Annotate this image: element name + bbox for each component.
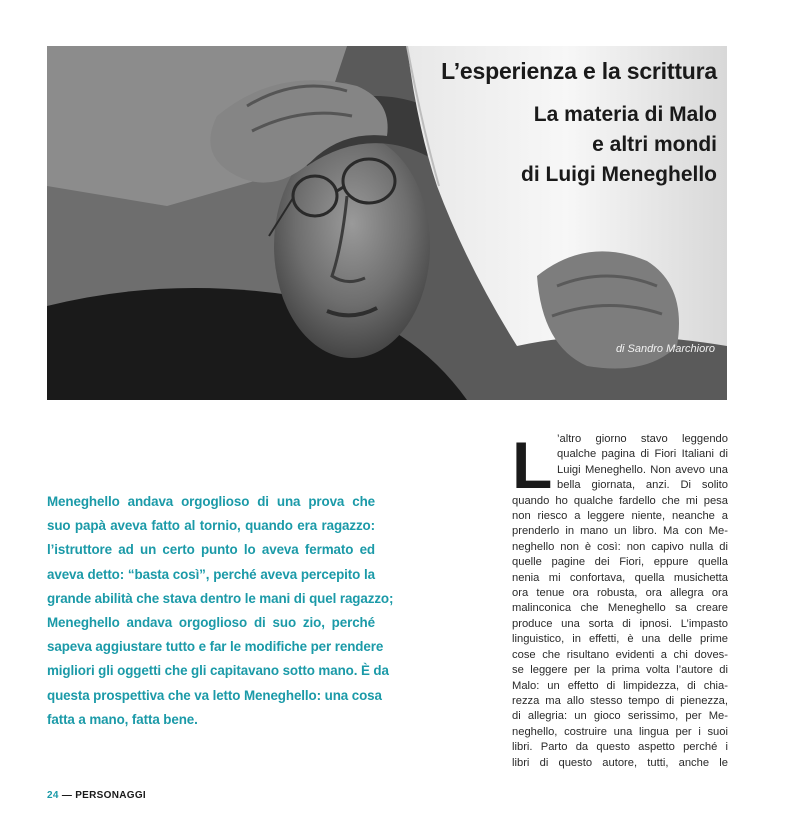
- drop-cap: L: [512, 428, 553, 502]
- hero-photo: [47, 46, 727, 400]
- subtitle-line: di Luigi Meneghello: [521, 163, 717, 186]
- author-byline: di Sandro Marchioro: [615, 343, 715, 355]
- body-line: ora tenue ora robusta, ora allegra ora: [512, 587, 728, 600]
- pull-quote-line: l’istruttore ad un certo punto lo aveva fermato ed: [47, 542, 375, 558]
- body-line: malinconica che Meneghello sa creare: [512, 602, 728, 615]
- article-body: [512, 428, 728, 771]
- body-line: rezza ma allo stesso tempo di pienezza,: [512, 694, 728, 707]
- body-line: libri di questo autore, tutti, anche le: [512, 756, 728, 769]
- body-line: linguistico, in effetti, è una delle prime: [512, 633, 728, 646]
- pull-quote-line: fatta a mano, fatta bene.: [47, 711, 198, 727]
- body-line: non riesco a leggere niente, neanche a: [512, 510, 728, 523]
- body-line: libri. Parto da questo aspetto perché i: [512, 741, 728, 754]
- page-footer: [47, 790, 146, 801]
- body-line: prenderlo in mano un libro. Ma con Me-: [512, 525, 728, 538]
- subtitle-line: La materia di Malo: [533, 103, 717, 126]
- body-line: produce una sorta di ipnosi. L’impasto: [512, 617, 728, 630]
- body-line: neghello non è così: non capivo nulla di: [512, 540, 728, 553]
- pull-quote-line: migliori gli oggetti che gli capitavano sotto mano. È da: [47, 663, 389, 679]
- article-title: L’esperienza e la scrittura: [441, 58, 717, 84]
- body-line: qualche pagina di Fiori Italiani di: [557, 448, 728, 461]
- body-line: quando ho qualche fardello che mi pesa: [512, 494, 728, 507]
- pull-quote-line: sapeva aggiustare tutto e far le modifiche per rendere: [47, 639, 384, 655]
- pull-quote-line: grande abilità che stava dentro le mani di quel ragazzo;: [47, 590, 394, 606]
- body-line: quelle pagine dei Fiori, eppure quella: [512, 556, 728, 569]
- body-line: cose che risultano evidenti a chi doves-: [512, 648, 728, 661]
- pull-quote-line: Meneghello andava orgoglioso di suo zio, perché: [47, 615, 375, 631]
- subtitle-line: e altri mondi: [592, 133, 717, 156]
- page-number: 24: [47, 790, 59, 801]
- body-line: se leggere per la prima volta l’autore di: [512, 664, 728, 677]
- body-line: neghello, costruire una lingua per i suoi: [512, 725, 728, 738]
- body-line: Luigi Meneghello. Non avevo una: [557, 463, 728, 476]
- pull-quote: [47, 490, 394, 732]
- body-line: Malo: un effetto di limpidezza, di chia-: [512, 679, 728, 692]
- section-label: — PERSONAGGI: [61, 790, 146, 801]
- article-subtitle: [521, 100, 717, 190]
- pull-quote-line: aveva detto: “basta così”, perché aveva percepito la: [47, 566, 375, 582]
- pull-quote-line: Meneghello andava orgoglioso di una prova che: [47, 494, 375, 509]
- pull-quote-line: suo papà aveva fatto al tornio, quando era ragazzo:: [47, 518, 375, 534]
- body-line: nenia mi confortava, quella musichetta: [512, 571, 728, 584]
- body-line: di allegria: un gioco serissimo, per Me-: [512, 710, 728, 723]
- body-line: ’altro giorno stavo leggendo: [557, 433, 728, 445]
- body-line: bella giornata, anzi. Di solito: [557, 479, 728, 492]
- pull-quote-line: questa prospettiva che va letto Meneghello: una cosa: [47, 687, 382, 703]
